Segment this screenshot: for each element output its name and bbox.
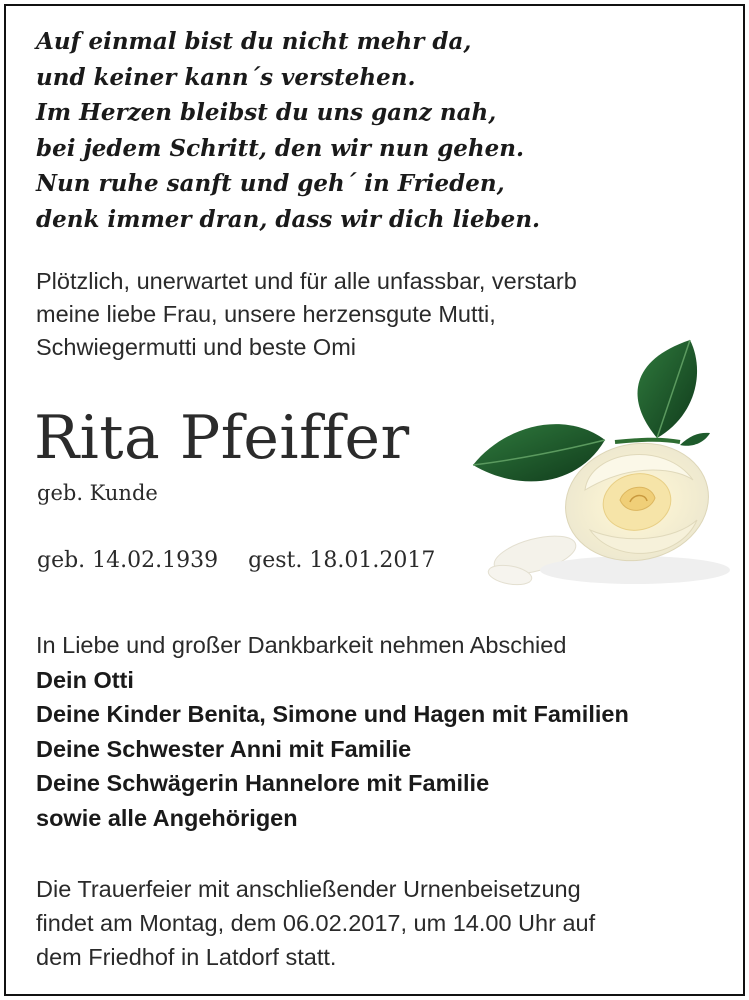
mourner-line: Deine Schwester Anni mit Familie bbox=[36, 735, 412, 762]
mourner-line: Dein Otti bbox=[36, 666, 134, 693]
poem-line: Nun ruhe sanft und geh´ in Frieden, bbox=[36, 170, 505, 197]
poem-line: und keiner kann´s verstehen. bbox=[36, 63, 416, 91]
poem-line: Im Herzen bleibst du uns ganz nah, bbox=[36, 99, 497, 126]
life-dates bbox=[37, 545, 435, 577]
poem-line: denk immer dran, dass wir dich lieben. bbox=[36, 205, 541, 233]
mourner-line: Deine Kinder Benita, Simone und Hagen mit Familien bbox=[36, 701, 629, 727]
memorial-poem bbox=[36, 24, 540, 237]
birth-name: geb. Kunde bbox=[37, 481, 158, 505]
service-line: dem Friedhof in Latdorf statt. bbox=[36, 944, 337, 970]
announcement-line: meine liebe Frau, unsere herzensgute Mutti, bbox=[36, 301, 496, 327]
death-date: gest. 18.01.2017 bbox=[248, 548, 436, 573]
mourner-line: Deine Schwägerin Hannelore mit Familie bbox=[36, 770, 490, 796]
announcement-line: Schwiegermutti und beste Omi bbox=[36, 334, 357, 360]
poem-line: bei jedem Schritt, den wir nun gehen. bbox=[36, 134, 525, 162]
service-line: findet am Montag, dem 06.02.2017, um 14.00 Uhr auf bbox=[36, 910, 596, 936]
announcement-line: Plötzlich, unerwartet und für alle unfassbar, verstarb bbox=[36, 268, 577, 294]
poem-line: Auf einmal bist du nicht mehr da, bbox=[36, 28, 472, 55]
deceased-name: Rita Pfeiffer bbox=[34, 403, 410, 473]
farewell-intro: In Liebe und großer Dankbarkeit nehmen Abschied bbox=[36, 632, 567, 658]
mourner-line: sowie alle Angehörigen bbox=[36, 804, 298, 831]
service-line: Die Trauerfeier mit anschließender Urnenbeisetzung bbox=[36, 876, 581, 902]
funeral-service-info bbox=[36, 872, 595, 974]
birth-date: geb. 14.02.1939 bbox=[37, 548, 219, 573]
mourners-section bbox=[36, 628, 629, 835]
white-rose-icon bbox=[465, 330, 730, 605]
